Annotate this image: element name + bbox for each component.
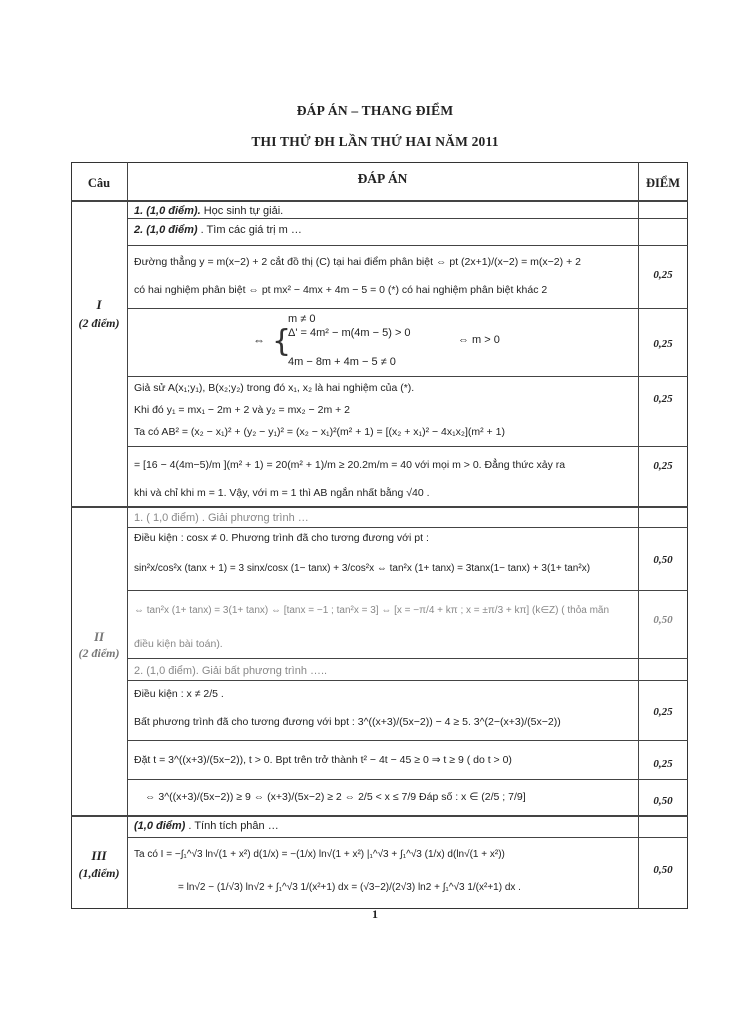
header-cau: Câu: [87, 176, 111, 190]
score-value: 0,25: [653, 460, 673, 472]
table-row-divider: [71, 506, 688, 508]
section-label: III: [91, 848, 107, 863]
answer-line: Ta có I = −∫₁^√3 ln√(1 + x²) d(1/x) = −(1/x) ln√(1 + x²) |₁^√3 + ∫₁^√3 (1/x) d(ln√(1 + x²)): [134, 849, 505, 860]
answer-line: ⇔ 3^((x+3)/(5x−2)) ≥ 9 ⇔ (x+3)/(5x−2) ≥ 2 ⇔ 2/5 < x ≤ 7/9 Đáp số : x ∈ (2/5 ; 7/9]: [145, 791, 526, 803]
row-heading: 2. (1,0 điểm): [134, 224, 198, 236]
answer-line: điều kiện bài toán).: [134, 638, 223, 650]
equivalence-arrow: ⇔: [253, 333, 265, 347]
system-brace: {: [272, 324, 292, 359]
answer-line: 4m − 8m + 4m − 5 ≠ 0: [288, 356, 396, 368]
table-row-divider: [127, 590, 688, 591]
answer-line: Ta có AB² = (x₂ − x₁)² + (y₂ − y₁)² = (x₂ − x₁)²(m² + 1) = [(x₂ + x₁)² − 4x₁x₂](m² + 1): [134, 426, 505, 438]
answer-line: Δ' = 4m² − m(4m − 5) > 0: [288, 327, 411, 339]
table-row-divider: [127, 837, 688, 838]
table-row-divider: [127, 658, 688, 659]
answer-line: m ≠ 0: [288, 313, 316, 325]
answer-line: sin²x/cos²x (tanx + 1) = 3 sinx/cosx (1− tanx) + 3/cos²x ⇔ tan²x (1+ tanx) = 3tanx(1− tanx) + 3(1+ tan²x): [134, 563, 591, 574]
answer-line: ⇔ m > 0: [458, 334, 500, 346]
answer-line: Giả sử A(x₁;y₁), B(x₂;y₂) trong đó x₁, x₂ là hai nghiệm của (*).: [134, 382, 415, 394]
answer-line: Bất phương trình đã cho tương đương với bpt : 3^((x+3)/(5x−2)) − 4 ≥ 5. 3^(2−(x+3)/(5x−2)): [134, 716, 561, 728]
score-value: 0,50: [653, 795, 673, 807]
answer-line: Điều kiện : cosx ≠ 0. Phương trình đã cho tương đương với pt :: [134, 532, 429, 544]
score-value: 0,50: [653, 864, 673, 876]
table-row-divider: [127, 527, 688, 528]
answer-line: Đường thẳng y = m(x−2) + 2 cắt đồ thị (C) tại hai điểm phân biệt ⇔ pt (2x+1)/(x−2) = m(x−2) + 2: [134, 256, 581, 268]
section-points: (1,điểm): [78, 866, 120, 880]
answer-line: Điều kiện : x ≠ 2/5 .: [134, 688, 224, 700]
row-heading: 1. (1,0 điểm).: [134, 205, 201, 217]
answer-line: Khi đó y₁ = mx₁ − 2m + 2 và y₂ = mx₂ − 2m + 2: [134, 404, 350, 416]
answer-row: [134, 204, 283, 218]
table-row-divider: [127, 779, 688, 780]
table-row-divider: [127, 218, 688, 219]
table-row-divider: [127, 376, 688, 377]
table-row-divider: [127, 446, 688, 447]
answer-line: = ln√2 − (1/√3) ln√2 + ∫₁^√3 1/(x²+1) dx = (√3−2)/(2√3) ln2 + ∫₁^√3 1/(x²+1) dx .: [178, 882, 521, 893]
table-row-divider: [71, 200, 688, 202]
row-text: Học sinh tự giải.: [203, 205, 284, 217]
header-diem: ĐIỂM: [645, 176, 681, 190]
row-text: . Tìm các giá trị m …: [200, 224, 302, 236]
page-number: 1: [372, 907, 378, 921]
table-row-divider: [127, 308, 688, 309]
table-column-divider: [638, 162, 639, 909]
table-row-divider: [127, 245, 688, 246]
header-dap-an: ĐÁP ÁN: [357, 171, 408, 186]
score-value: 0,50: [653, 614, 673, 626]
table-row-divider: [71, 815, 688, 817]
score-value: 0,25: [653, 338, 673, 350]
section-points: (2 điểm): [78, 316, 120, 330]
answer-line: Đặt t = 3^((x+3)/(5x−2)), t > 0. Bpt trên trở thành t² − 4t − 45 ≥ 0 ⇒ t ≥ 9 ( do t > 0): [134, 754, 512, 766]
answer-row: 1. ( 1,0 điểm) . Giải phương trình …: [134, 512, 309, 524]
score-value: 0,50: [653, 554, 673, 566]
score-value: 0,25: [653, 758, 673, 770]
row-heading: (1,0 điểm): [134, 820, 186, 832]
answer-row: 2. (1,0 điểm). Giải bất phương trình …..: [134, 665, 328, 677]
table-row-divider: [127, 740, 688, 741]
score-value: 0,25: [653, 706, 673, 718]
answer-line: ⇔ tan²x (1+ tanx) = 3(1+ tanx) ⇔ [tanx = −1 ; tan²x = 3] ⇔ [x = −π/4 + kπ ; x = ±π/3 + kπ] (k∈Z) ( thỏa mãn: [134, 605, 610, 616]
answer-row: [134, 819, 279, 833]
table-row-divider: [127, 680, 688, 681]
section-label: I: [96, 297, 102, 312]
answer-line: = [16 − 4(4m−5)/m ](m² + 1) = 20(m² + 1)/m ≥ 20.2m/m = 40 với mọi m > 0. Đẳng thức xảy ra: [134, 459, 566, 471]
table-column-divider: [127, 162, 128, 909]
page-subtitle: THI THỬ ĐH LẦN THỨ HAI NĂM 2011: [251, 134, 499, 149]
answer-line: có hai nghiệm phân biệt ⇔ pt mx² − 4mx + 4m − 5 = 0 (*) có hai nghiệm phân biệt khác 2: [134, 284, 548, 296]
section-label: II: [93, 629, 105, 644]
page-title: ĐÁP ÁN – THANG ĐIỂM: [296, 103, 454, 118]
score-value: 0,25: [653, 269, 673, 281]
row-text: . Tính tích phân …: [188, 820, 279, 832]
answer-line: khi và chỉ khi m = 1. Vậy, với m = 1 thì AB ngắn nhất bằng √40 .: [134, 487, 430, 499]
section-points: (2 điểm): [78, 646, 120, 660]
score-value: 0,25: [653, 393, 673, 405]
answer-row: [134, 223, 302, 237]
